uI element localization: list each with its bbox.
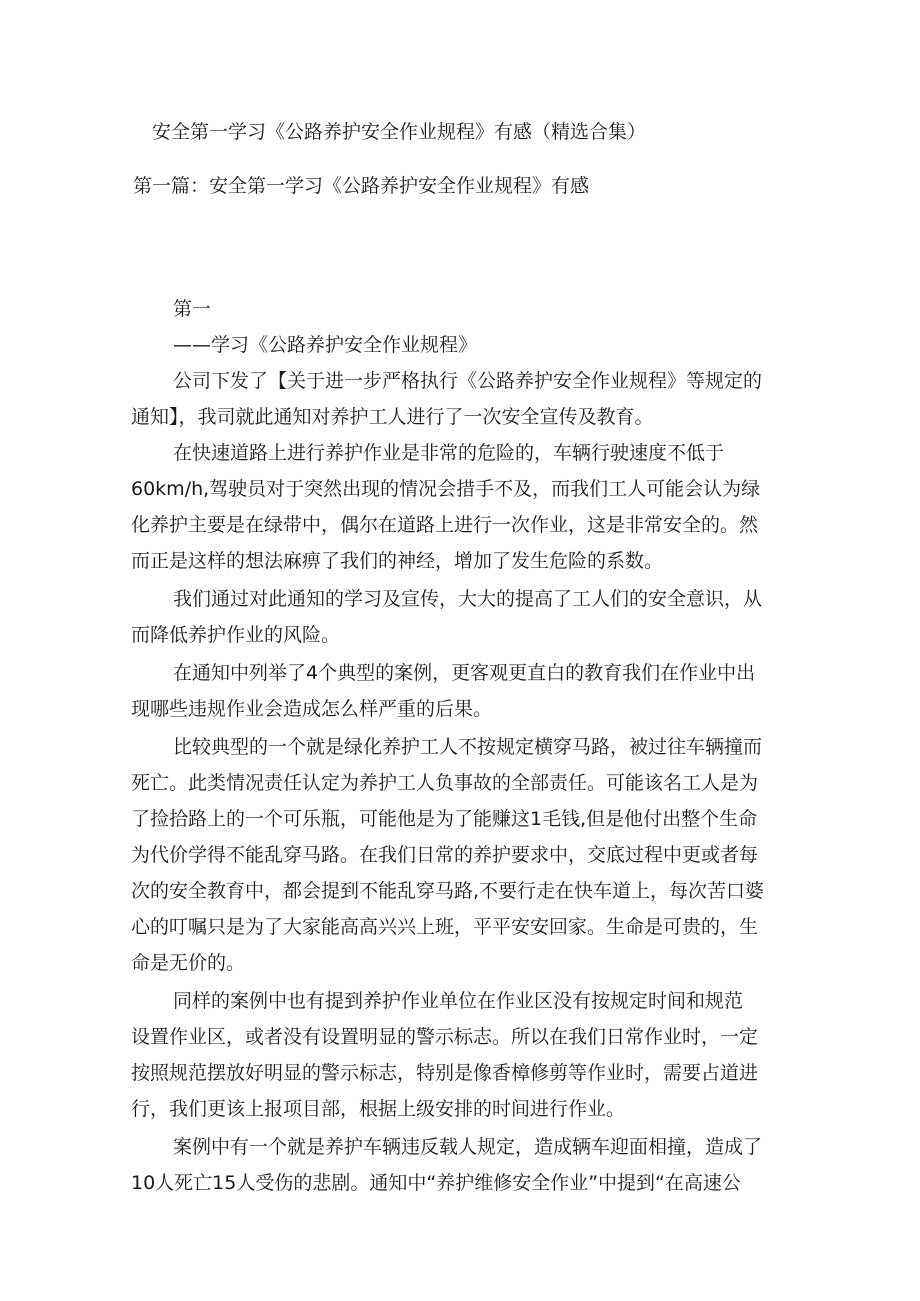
paragraph-line: 同样的案例中也有提到养护作业单位在作业区没有按规定时间和规范 <box>173 990 744 1012</box>
paragraph-line: 按照规范摆放好明显的警示标志，特别是像香樟修剪等作业时，需要占道进 <box>131 1062 759 1084</box>
paragraph-line: 通知】，我司就此通知对养护工人进行了一次安全宣传及教育。 <box>131 406 654 428</box>
chapter-subtitle: ——学习《公路养护安全作业规程》 <box>173 334 478 356</box>
body-text <box>131 294 795 1198</box>
paragraph-line: 而降低养护作业的风险。 <box>131 624 341 646</box>
paragraph-line: 为代价学得不能乱穿马路。在我们日常的养护要求中，交底过程中更或者每 <box>131 844 759 866</box>
paragraph-line: 化养护主要是在绿带中，偶尔在道路上进行一次作业，这是非常安全的。然 <box>131 514 759 536</box>
paragraph-line: 案例中有一个就是养护车辆违反载人规定，造成辆车迎面相撞，造成了 <box>173 1136 763 1158</box>
section-heading: 第一篇：安全第一学习《公路养护安全作业规程》有感 <box>133 175 590 197</box>
paragraph-line: 我们通过对此通知的学习及宣传，大大的提高了工人们的安全意识，从 <box>173 588 763 610</box>
document-title: 安全第一学习《公路养护安全作业规程》有感（精选合集） <box>152 121 647 143</box>
paragraph-line: 10人死亡15人受伤的悲剧。通知中“养护维修安全作业”中提到“在高速公 <box>131 1172 741 1194</box>
paragraph-line: 死亡。此类情况责任认定为养护工人负事故的全部责任。可能该名工人是为 <box>131 772 759 794</box>
paragraph-line: 比较典型的一个就是绿化养护工人不按规定横穿马路，被过往车辆撞而 <box>173 736 763 758</box>
paragraph-line: 现哪些违规作业会造成怎么样严重的后果。 <box>131 698 493 720</box>
paragraph-line: 公司下发了【关于进一步严格执行《公路养护安全作业规程》等规定的 <box>173 370 763 392</box>
paragraph-line: 命是无价的。 <box>131 952 246 974</box>
paragraph-line: 60km/h,驾驶员对于突然出现的情况会措手不及，而我们工人可能会认为绿 <box>131 478 761 500</box>
paragraph-line: 次的安全教育中，都会提到不能乱穿马路,不要行走在快车道上，每次苦口婆 <box>131 880 765 902</box>
paragraph-line: 设置作业区，或者没有设置明显的警示标志。所以在我们日常作业时，一定 <box>131 1026 759 1048</box>
paragraph-line: 了捡拾路上的一个可乐瓶，可能他是为了能赚这1毛钱,但是他付出整个生命 <box>131 808 758 830</box>
paragraph-line: 在快速道路上进行养护作业是非常的危险的，车辆行驶速度不低于 <box>173 442 725 464</box>
paragraph-line: 行，我们更该上报项目部，根据上级安排的时间进行作业。 <box>131 1098 626 1120</box>
paragraph-line: 而正是这样的想法麻痹了我们的神经，增加了发生危险的系数。 <box>131 550 664 572</box>
chapter-label: 第一 <box>173 298 212 320</box>
paragraph-line: 在通知中列举了4个典型的案例，更客观更直白的教育我们在作业中出 <box>173 662 756 684</box>
paragraph-line: 心的叮嘱只是为了大家能高高兴兴上班，平平安安回家。生命是可贵的，生 <box>131 916 759 938</box>
